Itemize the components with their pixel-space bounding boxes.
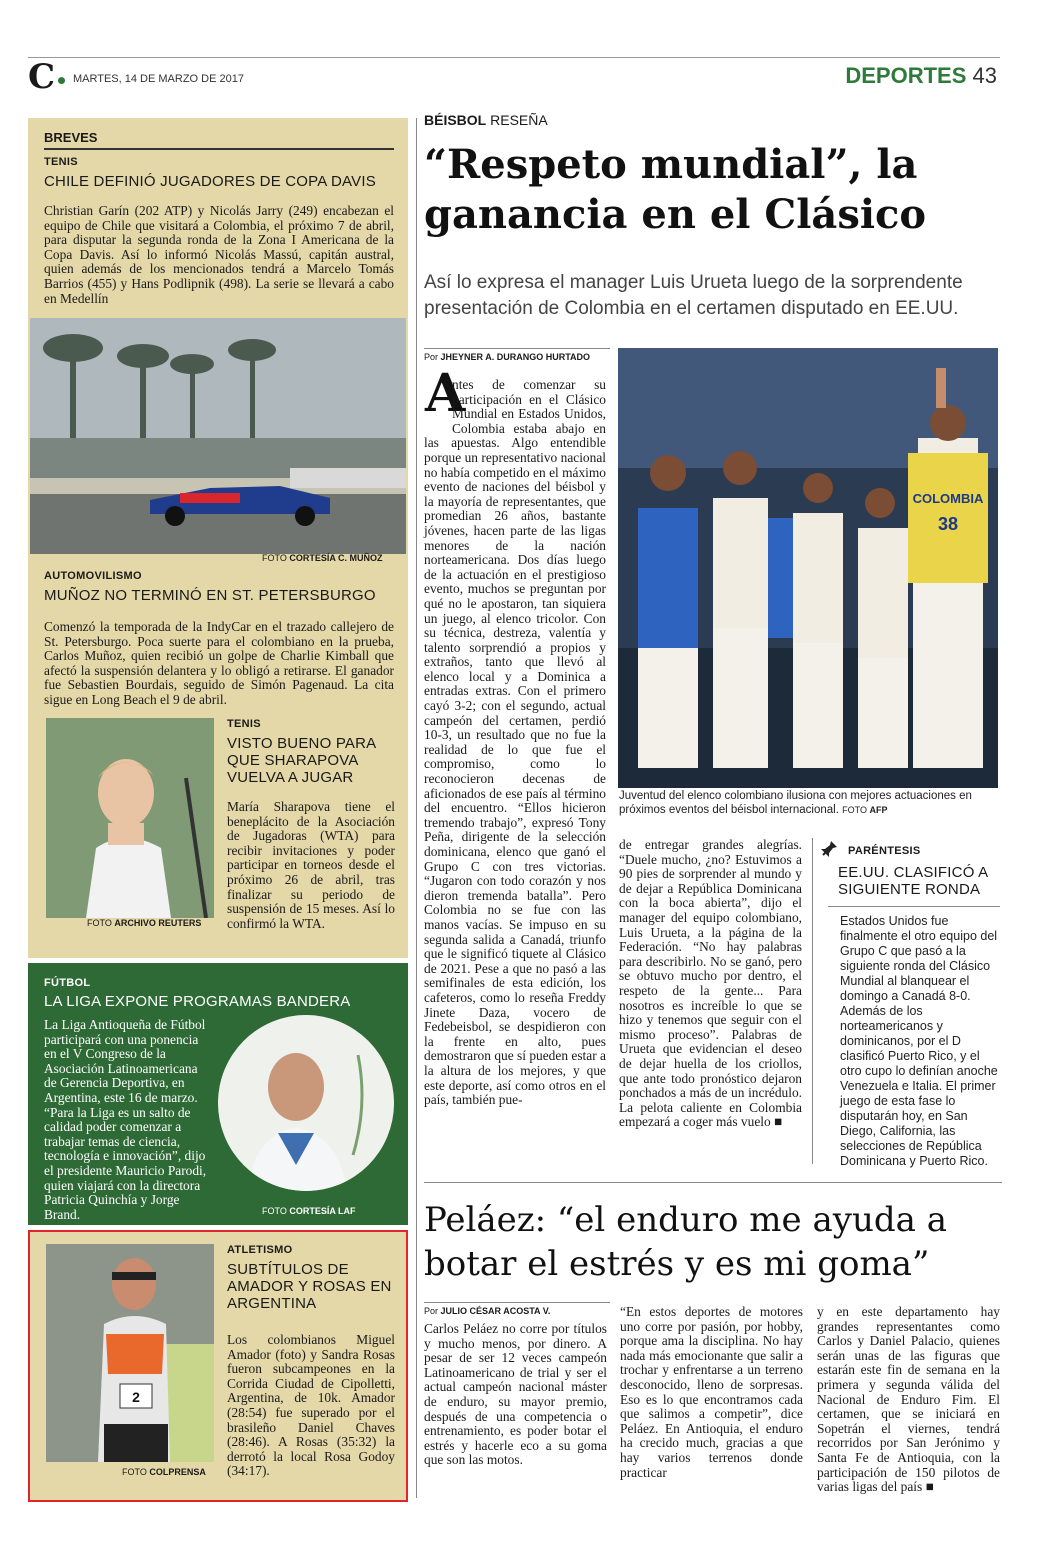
drop-cap: A (425, 363, 466, 424)
logo: C• (28, 57, 68, 97)
baseball-photo (618, 348, 998, 788)
page-number: 43 (972, 63, 997, 88)
photo-credit: FOTO COLPRENSA (122, 1467, 206, 1477)
second-col-2: “En estos deportes de motores uno corre por pasión, por hobby, porque ama la disciplina. No hay nada más emocionante que salir a trochar y enfrentarse a un terreno desconocido, lleno de sorpresas. Eso es lo que encontramos cada que salimos a competir”, dice Peláez. En Antioquia, el enduro ha crecido much, gracias a que hay varios terrenos donde practicar (620, 1304, 803, 1480)
article-headline: “Respeto mundial”, la ganancia en el Clásico (424, 141, 927, 238)
item-label: TENIS (227, 718, 261, 730)
highlight-frame (28, 1230, 408, 1502)
jersey-number: 38 (937, 514, 959, 534)
item-label: ATLETISMO (227, 1244, 293, 1256)
parentesis-label: PARÉNTESIS (848, 845, 921, 857)
item-body: La Liga Antioqueña de Fútbol participará con una ponencia en el V Congreso de la Asociación Latinoamericana de Gerencia Deportiva, en Argentina, este 16 de marzo. “Para la Liga es un salto de calidad poder comenzar a trabajar temas de ciencia, tecnología e innovación”, dijo el presidente Mauricio Parodi, quien viajará con la directora Patricia Quinchía y Jorge Brand. (44, 1017, 207, 1222)
section-name: DEPORTES (845, 63, 967, 88)
indycar-photo (30, 318, 406, 554)
photo-caption: Juventud del elenco colombiano ilusiona con mejores actuaciones en próximos eventos del béisbol internacional. FOTO AFP (619, 790, 972, 816)
article-col-1: ntes de comenzar su participación en el Clásico Mundial en Estados Unidos, Colombia estaba abajo en las apuestas. Algo entendible porque un representativo nacional no había competido en el máximo evento de naciones del béisbol y la mayoría de representantes, que promedian 26 años, bastante jóvenes, hacen parte de las ligas menores de la nación norteamericana. Dos días luego de la actuación en el prestigioso evento, muchos se preguntan por qué no le apostaron, tan siquiera un juego, al elenco tricolor. Con su técnica, destreza, valentía y talento sorprendió a propios y extraños, tanto que llevó al elenco local y a Dominica a entradas extras. Con el primero cayó 3-2; con el segundo, actual campeón del certamen, perdió 10-3, un resultado que no fue la realidad de lo que fue el compromiso, como lo reconocieron decenas de aficionados de ese país al término del encuentro. “Ellos hicieron tremendo trabajo”, expresó Tony Peña, dirigente de la selección dominicana, elenco que ganó el Grupo C con tres victorias. “Jugaron con todo corazón y nos dieron tremenda batalla”. Pero Colombia no se fue con las manos vacías. Se impuso en su segunda salida a Canadá, triunfo que le significó tiquete al Clásico de 2021. Pese a que no pasó a las semifinales de esta edición, los cafeteros, como lo reseña Freddy Jinete Daza, vocero de Fedebeisbol, se despidieron con la frente en alto, pues demostraron que sí pueden estar a la altura de los mejores, y que este deporte, así como otros en el país, también pue- (424, 377, 606, 1108)
section-header (845, 63, 997, 89)
article-col-2: de entregar grandes alegrías. “Duele mucho, ¿no? Estuvimos a 90 pies de sorprender al mundo y de dejar a República Dominicana con la boca abierta”, dijo el manager del equipo colombiano, Luis Urueta, a la página de la Federación. “No hay palabras para describirlo. No se ganó, pero se obtuvo mucho por dentro, el respeto de la gente... Para nosotros es increíble lo que se hizo y tenemos que seguir con el mismo proceso”. Palabras de Urueta que evidencian el deseo de dejar huella de los criollos, que ante todo pronóstico dejaron ponchados a más de un incrédulo. La pelota caliente en Colombia empezará a coger más vuelo ■ (619, 837, 802, 1130)
jersey-text: COLOMBIA (912, 491, 984, 506)
breves-title: BREVES (44, 130, 98, 145)
byline: Por JULIO CÉSAR ACOSTA V. (424, 1306, 551, 1316)
item-label: FÚTBOL (44, 977, 91, 989)
parentesis-rule (828, 906, 1000, 907)
parentesis-headline: EE.UU. CLASIFICÓ A SIGUIENTE RONDA (838, 864, 988, 898)
issue-date: MARTES, 14 DE MARZO DE 2017 (73, 73, 244, 85)
item-headline: VISTO BUENO PARA QUE SHARAPOVA VUELVA A JUGAR (227, 735, 376, 786)
item-label: AUTOMOVILISMO (44, 570, 142, 582)
second-headline: Peláez: “el enduro me ayuda a botar el estrés y es mi goma” (424, 1200, 947, 1284)
parentesis-body: Estados Unidos fue finalmente el otro equipo del Grupo C que pasó a la siguiente ronda del Clásico Mundial al blanquear el domingo a Canadá 8-0. Además de los norteamericanos y dominicanos, por el D clasificó Puerto Rico, y el otro cupo lo definían anoche Venezuela e Italia. El primer juego de esta fase lo disputarán hoy, en San Diego, California, las selecciones de República Dominicana y Puerto Rico. (840, 914, 998, 1168)
pin-icon (820, 840, 838, 858)
item-headline: MUÑOZ NO TERMINÓ EN ST. PETERSBURGO (44, 587, 376, 604)
item-headline: SUBTÍTULOS DE AMADOR Y ROSAS EN ARGENTINA (227, 1261, 392, 1312)
sharapova-photo (46, 718, 214, 918)
byline-rule (424, 348, 610, 349)
item-body: Christian Garín (202 ATP) y Nicolás Jarry (249) encabezan el equipo de Chile que visitará a Colombia, el próximo 7 de abril, para disputar la segunda ronda de la Zona I Americana de la Copa Davis. Así lo informó Nicolás Massú, capitán austral, quien además de los mencionados tendrá a Marcelo Tomás Barrios (455) y Hans Podlipnik (498). La serie se llevará a cabo en Medellín (44, 203, 394, 306)
photo-credit: FOTO CORTESÍA LAF (262, 1206, 356, 1216)
second-col-1: Carlos Peláez no corre por títulos y mucho menos, por dinero. A pesar de ser 12 veces campeón Latinoamericano de trial y ser el actual campeón nacional máster de enduro, su mayor premio, después de una competencia o entrenamiento, es poder botar el estrés y hacerle eco a su goma que son las motos. (424, 1321, 607, 1468)
photo-credit: FOTO ARCHIVO REUTERS (87, 918, 202, 928)
column-divider (416, 118, 417, 1498)
item-body: María Sharapova tiene el beneplácito de la Asociación de Jugadoras (WTA) para recibir invitaciones y poder participar en torneos desde el próximo 26 de abril, tras finalizar su periodo de suspensión de 15 meses. Así lo confirmó la WTA. (227, 799, 395, 931)
bib-number: 2 (132, 1389, 140, 1405)
photo-credit: FOTO CORTESÍA C. MUÑOZ (262, 553, 383, 563)
byline-rule (424, 1302, 610, 1303)
item-headline: LA LIGA EXPONE PROGRAMAS BANDERA (44, 993, 351, 1010)
second-col-3: y en este departamento hay grandes representantes como Carlos y Daniel Palacio, quienes serán unas de las figuras que estarán este fin de semana en la primera y segunda válida del Nacional de Enduro Fim. El certamen, que se iniciará en Sopetrán el viernes, tendrá recorridos por San Jerónimo y Santa Fe de Antioquia, con la participación de 150 pilotos de varias ligas del país ■ (817, 1304, 1000, 1495)
item-headline: CHILE DEFINIÓ JUGADORES DE COPA DAVIS (44, 173, 376, 190)
item-label: TENIS (44, 156, 78, 168)
item-body: Comenzó la temporada de la IndyCar en el trazado callejero de St. Petersburgo. Poca suerte para el colombiano en la prueba, Carlos Muñoz, quien recibió un golpe de Charlie Kimball que afectó la suspensión delantera y lo obligó a retirarse. El ganador fue Sebastien Bourdais, seguido de Simón Pagenaud. La cita sigue en Long Beach el 9 de abril. (44, 619, 394, 707)
section-rule (424, 1182, 1002, 1183)
byline: Por JHEYNER A. DURANGO HURTADO (424, 352, 591, 362)
article-kicker: BÉISBOL RESEÑA (424, 112, 548, 128)
item-body: Los colombianos Miguel Amador (foto) y Sandra Rosas fueron subcampeones en la Corrida Ciudad de Cipolletti, Argentina, de 10k. Amador (28:54) fue superado por el brasileño Daniel Chaves (28:46). A Rosas (35:32) la derrotó la local Rosa Godoy (34:17). (227, 1332, 395, 1479)
article-deck: Así lo expresa el manager Luis Urueta luego de la sorprendente presentación de Colombia en el certamen disputado en EE.UU. (424, 272, 963, 319)
parodi-photo (218, 1015, 394, 1191)
breves-rule (44, 148, 394, 150)
top-rule (28, 57, 1000, 58)
